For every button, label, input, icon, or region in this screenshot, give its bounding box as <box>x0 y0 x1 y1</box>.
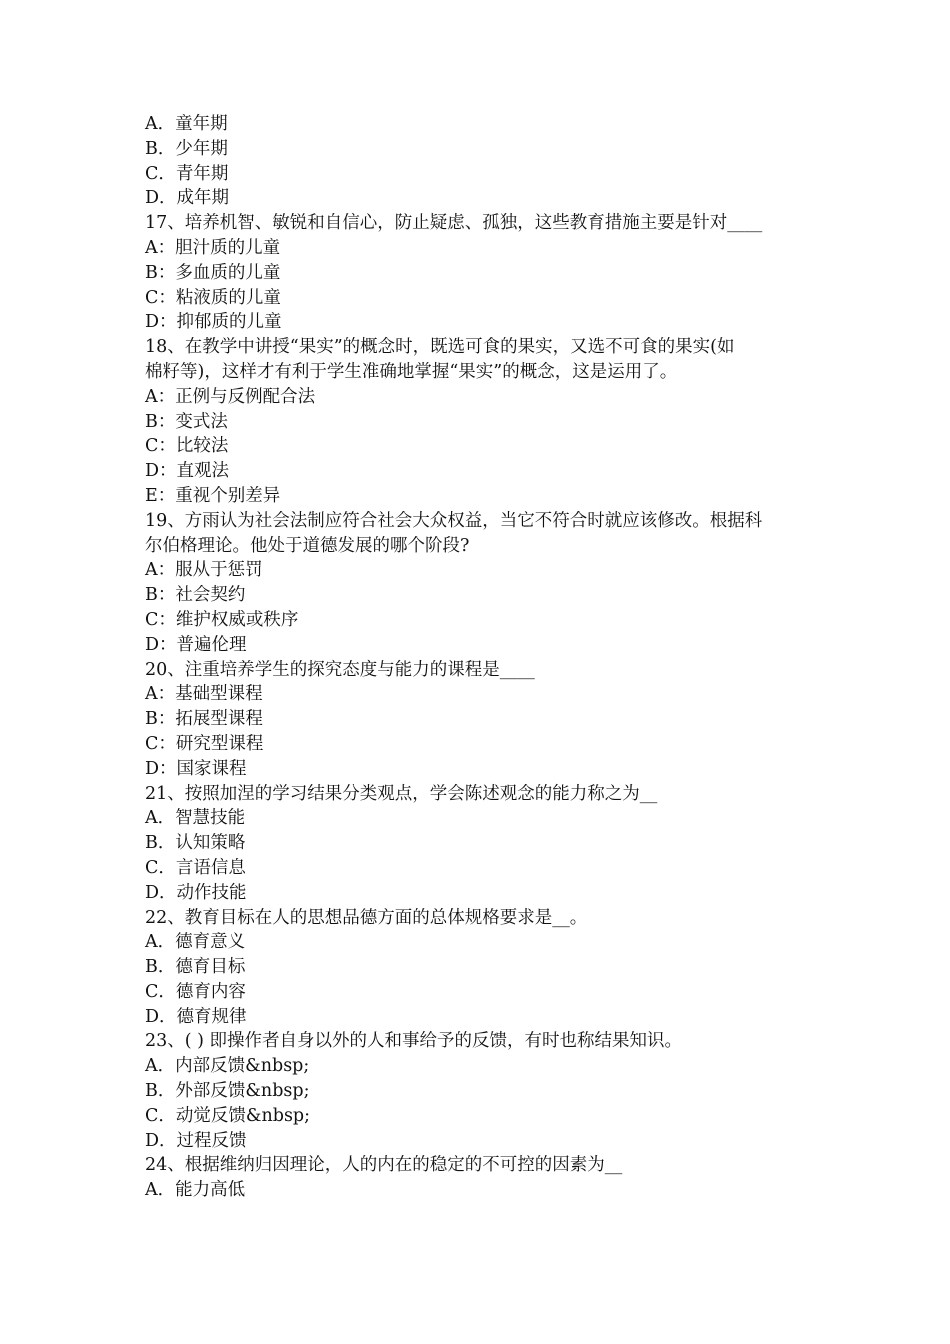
option-line: A：服从于惩罚 <box>145 560 263 581</box>
question-19-cont: 尔伯格理论。他处于道德发展的哪个阶段? <box>145 535 470 556</box>
option-line: B．认知策略 <box>145 833 246 854</box>
option-line: C．德育内容 <box>145 981 246 1002</box>
option-line: A．内部反馈&nbsp; <box>145 1056 310 1077</box>
option-line: D：直观法 <box>145 461 230 482</box>
option-line: B．少年期 <box>145 138 228 159</box>
option-line: C．青年期 <box>145 163 229 184</box>
option-line: B．外部反馈&nbsp; <box>145 1081 310 1102</box>
option-line: C：维护权威或秩序 <box>145 609 299 630</box>
option-line: A．能力高低 <box>145 1180 246 1201</box>
option-line: D．动作技能 <box>145 882 247 903</box>
option-line: E：重视个别差异 <box>145 485 281 506</box>
question-22: 22、教育目标在人的思想品德方面的总体规格要求是__。 <box>145 907 588 928</box>
option-line: A：正例与反例配合法 <box>145 386 316 407</box>
option-line: D：抑郁质的儿童 <box>145 312 282 333</box>
option-line: A．德育意义 <box>145 932 246 953</box>
option-line: C：研究型课程 <box>145 733 264 754</box>
question-20: 20、注重培养学生的探究态度与能力的课程是____ <box>145 659 535 680</box>
option-line: C．动觉反馈&nbsp; <box>145 1105 311 1126</box>
question-24: 24、根据维纳归因理论，人的内在的稳定的不可控的因素为__ <box>145 1155 623 1176</box>
question-19: 19、方雨认为社会法制应符合社会大众权益，当它不符合时就应该修改。根据科 <box>145 510 763 531</box>
option-line: D．成年期 <box>145 188 230 209</box>
option-line: C：粘液质的儿童 <box>145 287 281 308</box>
option-line: B：社会契约 <box>145 585 246 606</box>
option-line: A：基础型课程 <box>145 684 263 705</box>
question-18: 18、在教学中讲授“果实”的概念时，既选可食的果实，又选不可食的果实(如 <box>145 337 735 358</box>
option-line: B．德育目标 <box>145 957 246 978</box>
question-17: 17、培养机智、敏锐和自信心，防止疑虑、孤独，这些教育措施主要是针对____ <box>145 213 763 234</box>
option-line: A．智慧技能 <box>145 808 246 829</box>
option-line: A：胆汁质的儿童 <box>145 237 281 258</box>
option-line: C．言语信息 <box>145 857 246 878</box>
option-line: A．童年期 <box>145 114 228 134</box>
document-page <box>145 112 815 1203</box>
option-line: D：普遍伦理 <box>145 634 247 655</box>
option-line: B：多血质的儿童 <box>145 262 281 283</box>
option-line: B：变式法 <box>145 411 228 432</box>
option-line: D：国家课程 <box>145 758 247 779</box>
question-23: 23、( ) 即操作者自身以外的人和事给予的反馈，有时也称结果知识。 <box>145 1031 683 1052</box>
option-line: D．德育规律 <box>145 1006 247 1027</box>
question-21: 21、按照加涅的学习结果分类观点，学会陈述观念的能力称之为__ <box>145 783 658 804</box>
option-line: B：拓展型课程 <box>145 709 263 730</box>
option-line: D．过程反馈 <box>145 1130 247 1151</box>
option-line: C：比较法 <box>145 436 229 457</box>
question-18-cont: 棉籽等)，这样才有利于学生准确地掌握“果实”的概念，这是运用了。 <box>145 361 678 382</box>
